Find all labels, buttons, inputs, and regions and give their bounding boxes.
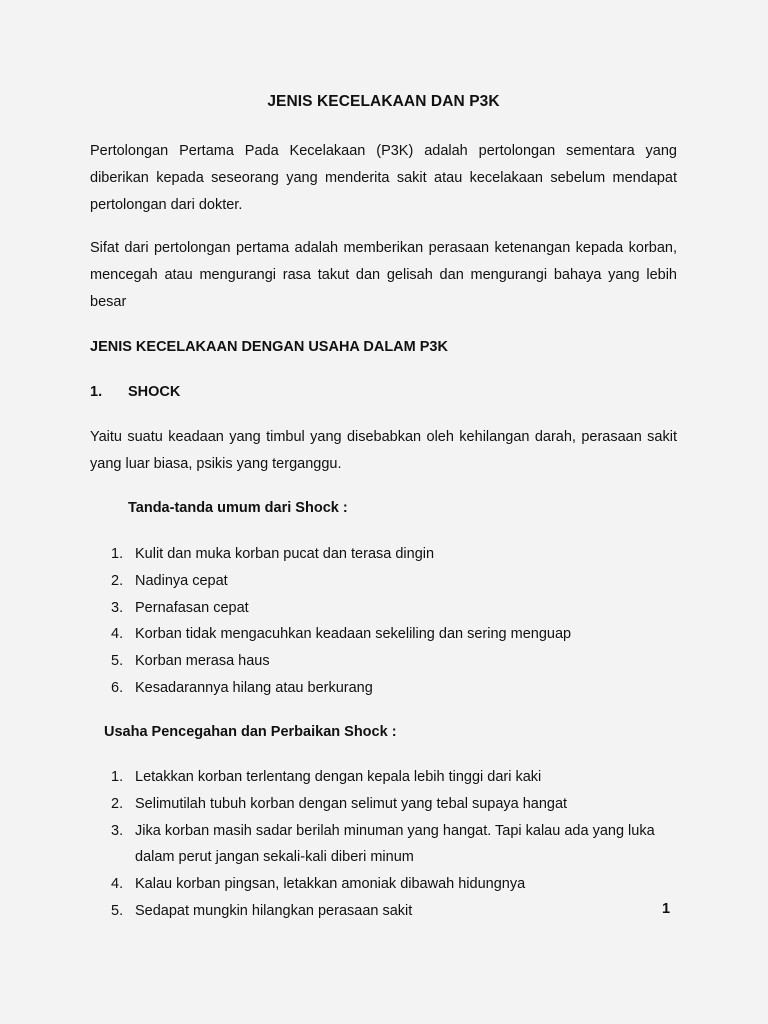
list-item-text: Jika korban masih sadar berilah minuman yang hangat. Tapi kalau ada yang luka dalam perut jangan sekali-kali diberi minum [135,822,655,866]
paragraph-nature: Sifat dari pertolongan pertama adalah memberikan perasaan ketenangan kepada korban, mencegah atau mengurangi rasa takut dan gelisah dan mengurangi bahaya yang lebih besar [90,240,677,310]
list-item-number: 5. [111,653,124,670]
prevention-list [90,764,677,925]
list-item-text: Selimutilah tubuh korban dengan selimut yang tebal supaya hangat [135,795,568,812]
list-item [90,871,677,898]
list-item [90,791,677,818]
prevention-heading: Usaha Pencegahan dan Perbaikan Shock : [104,724,397,740]
list-item-text: Kulit dan muka korban pucat dan terasa dingin [135,546,435,562]
list-item-text: Letakkan korban terlentang dengan kepala lebih tinggi dari kaki [135,769,542,785]
list-item-text: Kalau korban pingsan, letakkan amoniak dibawah hidungnya [135,876,526,893]
list-item [90,818,677,872]
list-item-number: 3. [111,822,124,839]
section-heading: JENIS KECELAKAAN DENGAN USAHA DALAM P3K [90,339,448,355]
list-item [90,621,677,648]
document-title: JENIS KECELAKAAN DAN P3K [267,93,500,110]
list-item [90,541,677,568]
signs-heading: Tanda-tanda umum dari Shock : [128,500,348,516]
list-item [90,675,677,702]
list-item [90,898,677,925]
list-item-number: 5. [111,902,124,919]
list-item [90,568,677,595]
list-item-number: 1. [111,546,124,562]
list-item-number: 4. [111,626,124,643]
signs-list [90,541,677,702]
list-item-number: 2. [111,572,124,589]
list-item [90,595,677,622]
list-item-number: 3. [111,599,124,616]
list-item-text: Kesadarannya hilang atau berkurang [135,679,373,696]
list-item [90,764,677,791]
list-item-number: 6. [111,679,124,696]
list-item-text: Korban merasa haus [135,653,270,670]
shock-heading-number: 1. [90,384,103,400]
list-item-number: 2. [111,795,124,812]
list-item-number: 1. [111,769,124,785]
list-item-text: Sedapat mungkin hilangkan perasaan sakit [135,902,413,919]
paragraph-definition: Pertolongan Pertama Pada Kecelakaan (P3K) adalah pertolongan sementara yang diberikan kepada seseorang yang menderita sakit atau kecelakaan sebelum mendapat pertolongan dari dokter. [90,143,677,213]
list-item [90,648,677,675]
list-item-text: Nadinya cepat [135,572,228,589]
list-item-number: 4. [111,876,124,893]
page-number: 1 [662,901,671,917]
list-item-text: Pernafasan cepat [135,599,249,616]
shock-description: Yaitu suatu keadaan yang timbul yang disebabkan oleh kehilangan darah, perasaan sakit yang luar biasa, psikis yang terganggu. [90,429,677,472]
shock-heading-label: SHOCK [128,384,181,400]
list-item-text: Korban tidak mengacuhkan keadaan sekeliling dan sering menguap [135,626,572,643]
